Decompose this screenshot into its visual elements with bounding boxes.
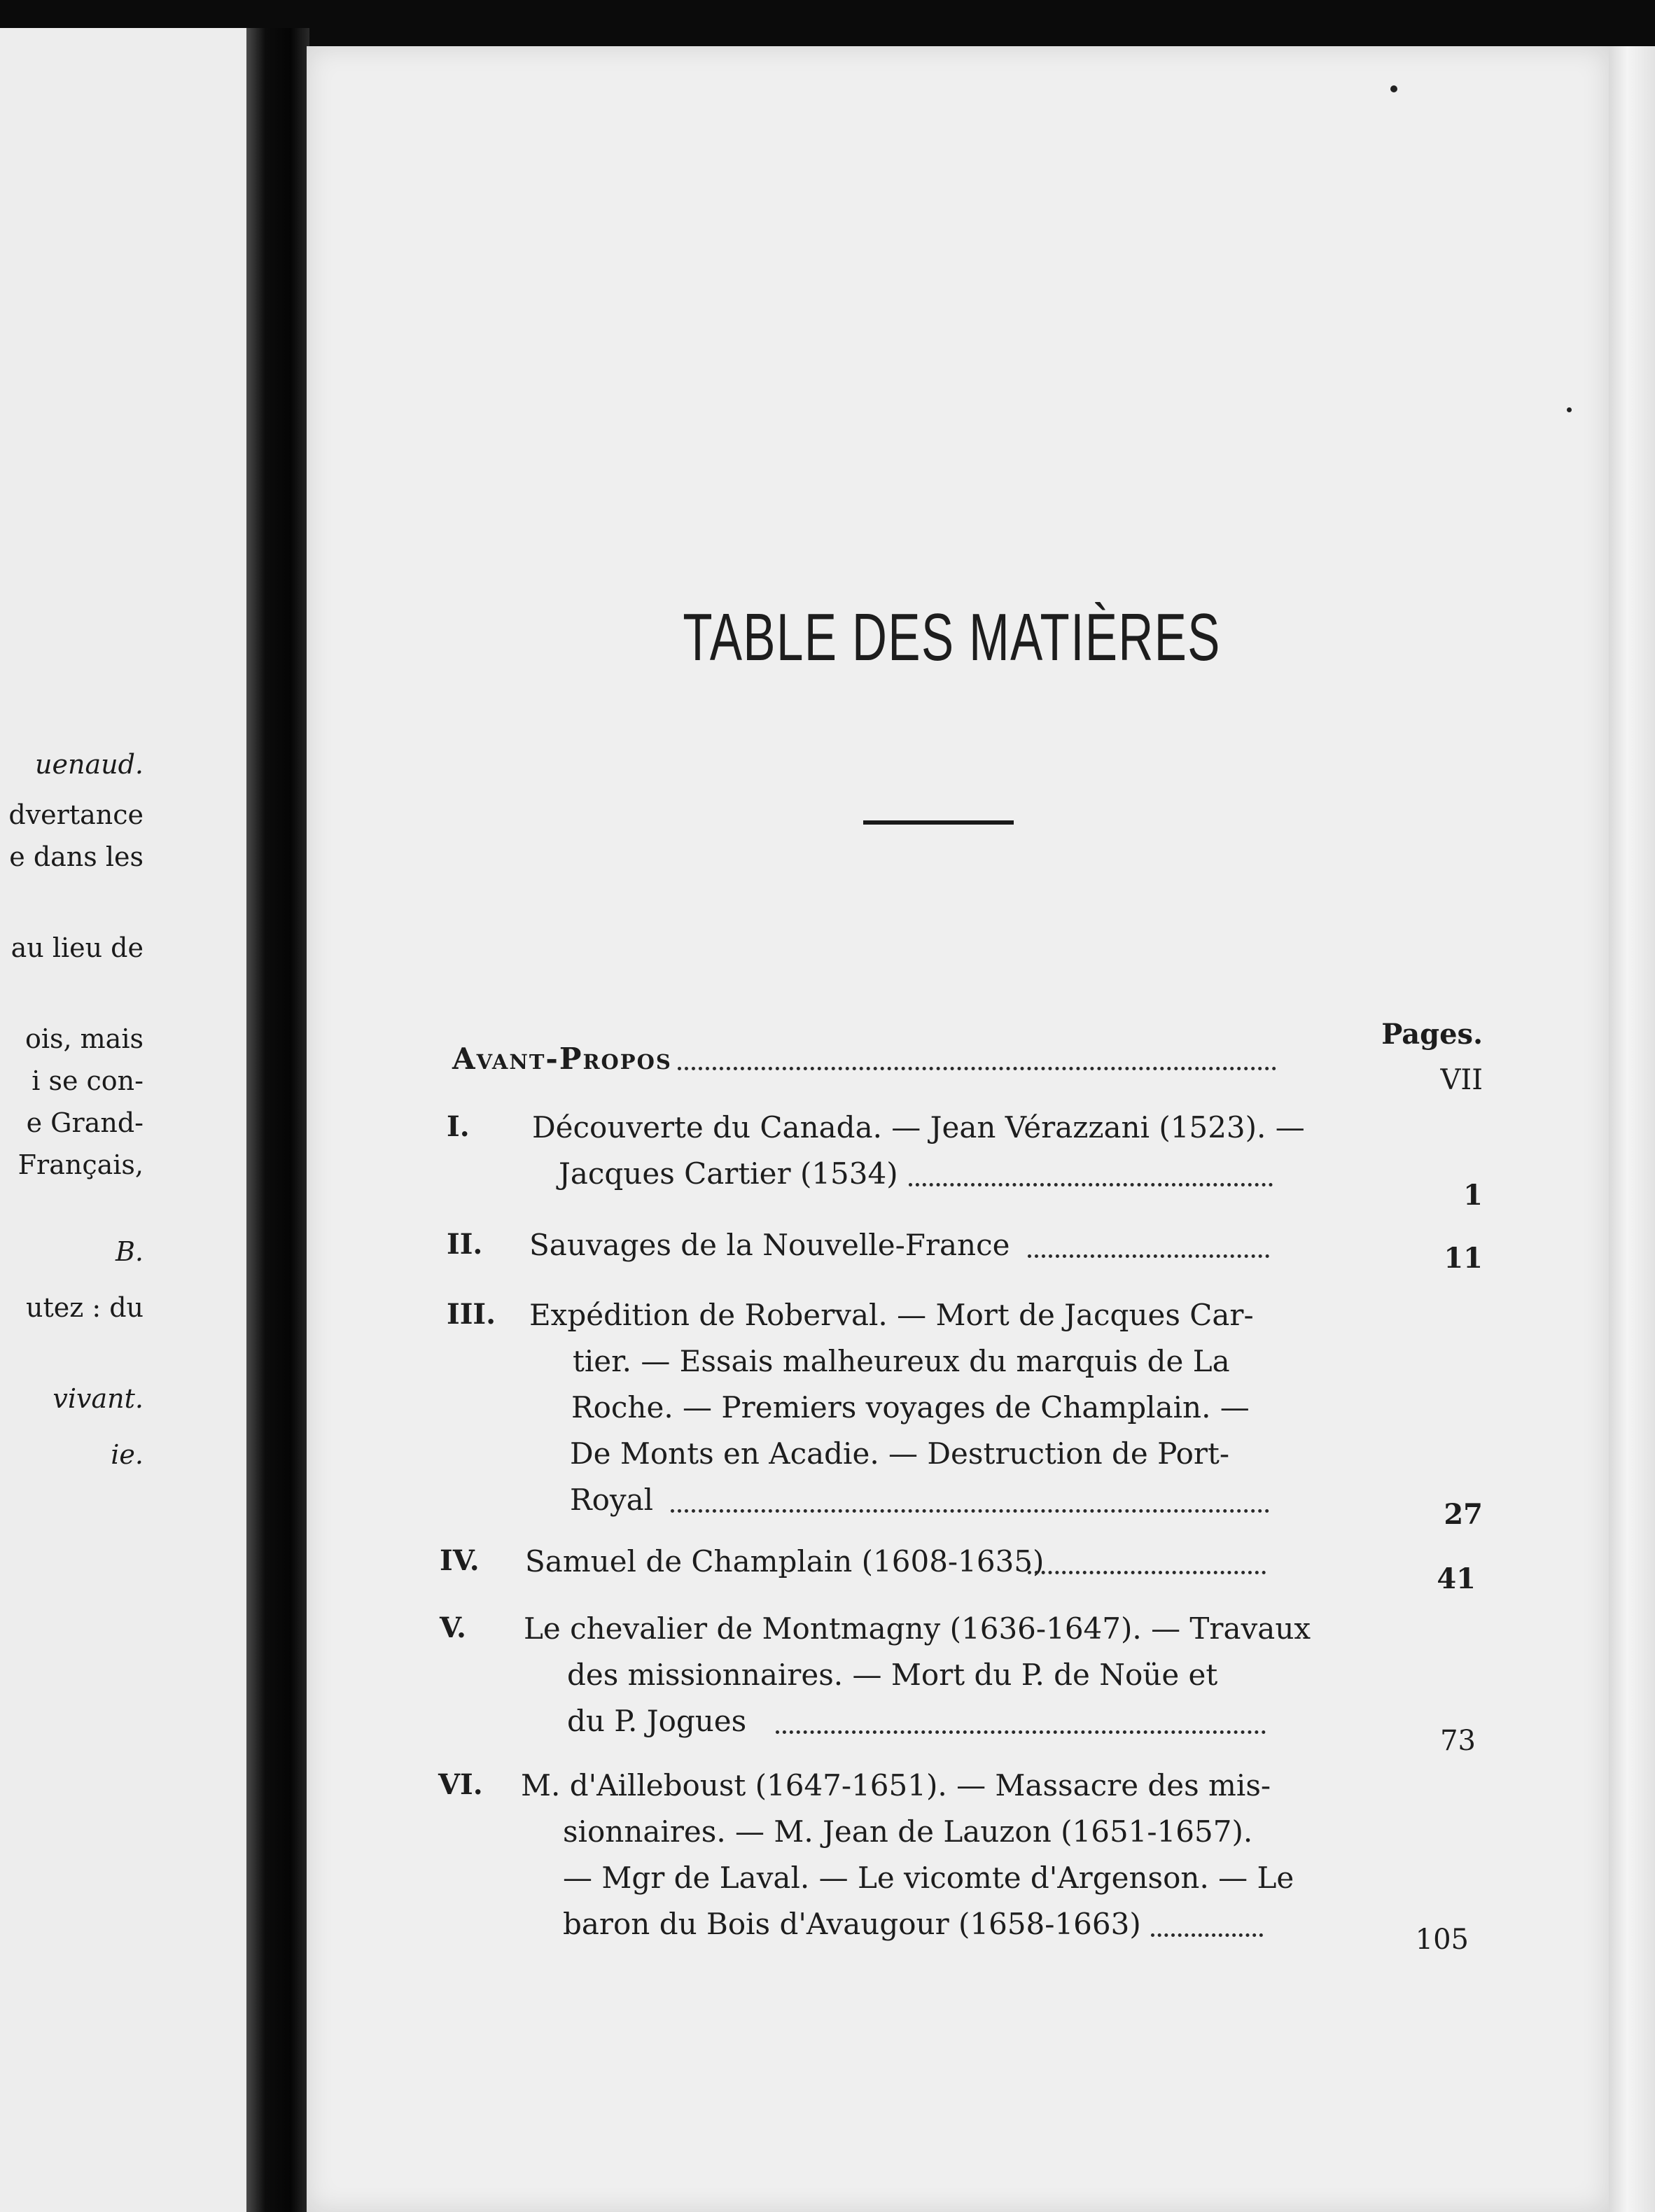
page-edge-shadow (1609, 46, 1655, 2212)
toc-entry-line: Samuel de Champlain (1608-1635) (525, 1544, 1045, 1578)
right-page (307, 46, 1609, 2212)
toc-entry-number: V. (440, 1611, 466, 1644)
toc-entry-page: 73 (1440, 1725, 1476, 1757)
speck (1390, 85, 1397, 92)
dot-leader (909, 1183, 1273, 1186)
toc-entry-page: 41 (1437, 1562, 1476, 1595)
left-page-line: ois, mais (25, 1023, 144, 1054)
toc-entry-page: 105 (1415, 1924, 1469, 1956)
dot-leader (776, 1730, 1266, 1734)
left-page-line: dvertance (8, 799, 144, 830)
left-page-line: Français, (18, 1149, 144, 1180)
toc-entry-page: 27 (1444, 1498, 1483, 1531)
dot-leader (671, 1509, 1269, 1513)
toc-entry-line: Roche. — Premiers voyages de Champlain. — (571, 1390, 1250, 1424)
left-page-line: ie. (111, 1439, 144, 1470)
toc-entry-number: IV. (440, 1544, 480, 1577)
left-page-line: B. (115, 1236, 144, 1267)
toc-entry-line: du P. Jogues (567, 1704, 747, 1738)
left-page-line: uenaud. (35, 749, 144, 780)
dot-leader (1028, 1254, 1269, 1258)
left-page-line: e Grand- (26, 1107, 144, 1138)
left-page-line: e dans les (9, 841, 144, 872)
toc-entry-number: III. (447, 1298, 496, 1331)
toc-entry-line: baron du Bois d'Avaugour (1658-1663) (563, 1907, 1141, 1941)
dot-leader (1028, 1571, 1266, 1574)
book-gutter (246, 28, 309, 2212)
toc-entry-line: Jacques Cartier (1534) (559, 1156, 898, 1191)
left-page-line: au lieu de (11, 932, 144, 963)
toc-entry-number: VI. (438, 1768, 483, 1801)
toc-entry-line: De Monts en Acadie. — Destruction de Port- (570, 1436, 1230, 1471)
toc-entry-line: tier. — Essais malheureux du marquis de La (573, 1344, 1230, 1378)
dot-leader (1151, 1933, 1263, 1937)
toc-entry-label: Avant-Propos (452, 1042, 672, 1076)
title-rule (863, 820, 1014, 825)
left-page (0, 28, 287, 2212)
speck (1567, 407, 1572, 412)
toc-entry-line: Sauvages de la Nouvelle-France (529, 1228, 1010, 1262)
left-page-line: vivant. (53, 1383, 144, 1414)
toc-entry-page: 11 (1444, 1242, 1483, 1275)
toc-entry-line: Expédition de Roberval. — Mort de Jacques Car- (529, 1298, 1254, 1332)
toc-entry-page: 1 (1463, 1179, 1483, 1212)
toc-entry-line: Royal (570, 1483, 654, 1517)
toc-entry-line: M. d'Ailleboust (1647-1651). — Massacre des mis- (521, 1768, 1271, 1802)
left-page-line: utez : du (25, 1292, 144, 1323)
toc-entry-line: Découverte du Canada. — Jean Vérazzani (1523). — (532, 1110, 1305, 1144)
toc-entry-line: Le chevalier de Montmagny (1636-1647). — Travaux (524, 1611, 1311, 1646)
dot-leader (678, 1067, 1276, 1070)
toc-entry-page: VII (1440, 1064, 1483, 1096)
left-page-line: i se con- (32, 1065, 144, 1096)
page-title: TABLE DES MATIÈRES (683, 600, 1221, 675)
toc-entry-number: I. (447, 1110, 470, 1143)
toc-entry-line: — Mgr de Laval. — Le vicomte d'Argenson. — Le (563, 1861, 1294, 1895)
toc-entry-line: des missionnaires. — Mort du P. de Noüe et (567, 1658, 1218, 1692)
toc-entry-line: sionnaires. — M. Jean de Lauzon (1651-1657). (563, 1814, 1253, 1849)
toc-entry-number: II. (447, 1228, 483, 1261)
pages-column-header: Pages. (1381, 1018, 1483, 1051)
